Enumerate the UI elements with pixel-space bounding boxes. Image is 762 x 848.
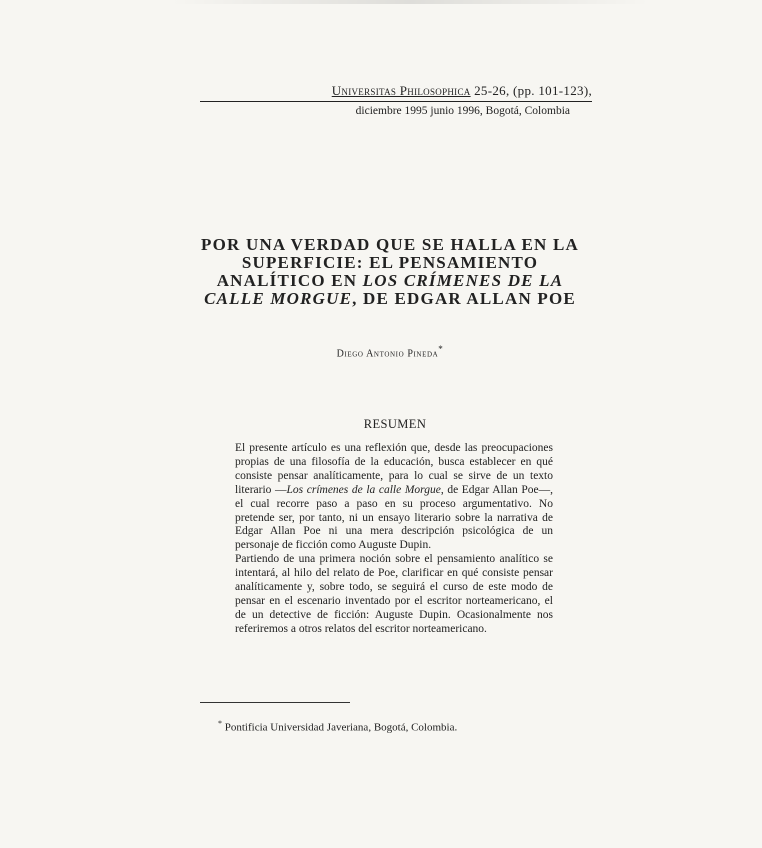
journal-header [200,83,592,117]
journal-date-place: diciembre 1995 junio 1996, Bogotá, Colombia [355,105,570,117]
journal-issue: 25-26, (pp. 101-123), [470,83,592,98]
title-line-3-prefix: ANALÍTICO EN [216,271,363,290]
title-line-4-suffix: , DE EDGAR ALLAN POE [352,289,576,308]
title-line-3 [190,272,590,290]
scan-artifact [170,0,650,4]
article-title [190,236,590,308]
abstract-p1-part-b: , de Edgar Allan Poe—, el cual recorre paso a paso en su proceso argumentativo. No pretende ser, por tanto, ni un ensayo literario sobre la narrativa de Edgar Allan Poe ni una mera descripción psicológica de un personaje de ficción como Auguste Dupin. [235,483,553,552]
header-rule [200,101,592,102]
journal-citation [200,83,592,101]
author-name: Diego Antonio Pineda [336,348,439,360]
abstract-paragraph-2: Partiendo de una primera noción sobre el pensamiento analítico se intentará, al hilo del relato de Poe, clarificar en qué consiste pensar analíticamente y, sobre todo, se seguirá el curso de este modo de pensar en el escenario inventado por el escritor norteamericano, el de un detective de ficción: Auguste Dupin. Ocasionalmente nos referiremos a otros relatos del escritor norteamericano. [235,553,553,635]
abstract-p1-part-a: El presente artículo es una reflexión que, desde las preocupaciones propias de una filosofía de la educación, busca establecer en qué consiste pensar analíticamente, para lo cual se sirve de un texto literario — [235,442,553,496]
footnote-marker: * [218,719,222,728]
title-line-3-italic: LOS CRÍMENES DE LA [362,271,564,290]
footnote [218,719,518,734]
title-line-2: SUPERFICIE: EL PENSAMIENTO [241,253,539,272]
author-byline [300,344,480,359]
footnote-text: Pontificia Universidad Javeriana, Bogotá, Colombia. [222,721,458,734]
title-line-4-italic: CALLE MORGUE [204,289,353,308]
title-line-4 [190,290,590,308]
abstract-body [235,442,553,637]
author-footnote-marker: * [438,344,444,354]
abstract-paragraph-1 [235,442,553,553]
abstract-heading: RESUMEN [363,417,427,431]
footnote-rule [200,702,350,703]
title-line-1: POR UNA VERDAD QUE SE HALLA EN LA [201,235,579,254]
abstract-p1-italic: Los crímenes de la calle Morgue [286,483,441,496]
journal-name: Universitas Philosophica [331,83,471,98]
